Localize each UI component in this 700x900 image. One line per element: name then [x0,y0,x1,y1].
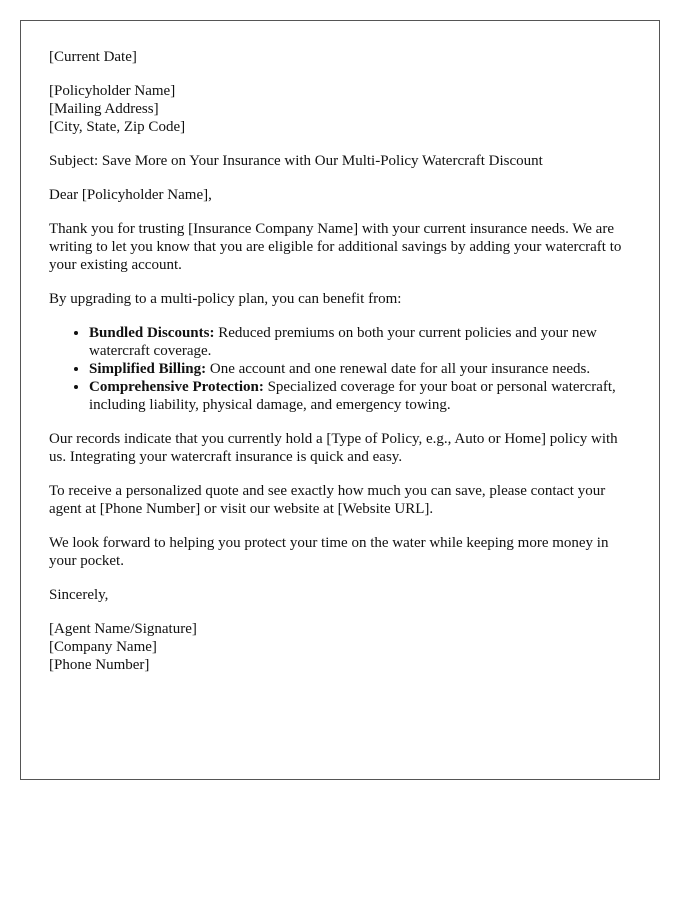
records-paragraph: Our records indicate that you currently hold a [Type of Policy, e.g., Auto or Home] policy with us. Integrating your watercraft insurance is quick and easy. [49,431,618,465]
benefit-title: Bundled Discounts: [89,325,215,341]
recipient-city-state-zip: [City, State, Zip Code] [49,119,186,135]
recipient-name: [Policyholder Name] [49,83,176,99]
letter-date: [Current Date] [49,49,137,65]
benefit-item [89,324,631,360]
letter-subject: Subject: Save More on Your Insurance with Our Multi-Policy Watercraft Discount [49,153,543,169]
recipient-address: [Mailing Address] [49,101,159,117]
signature-company: [Company Name] [49,639,157,655]
benefit-item [89,378,631,414]
signature-phone: [Phone Number] [49,657,150,673]
letter-page [20,20,660,780]
benefit-text: Specialized coverage for your boat or personal watercraft, including liability, physical damage, and emergency towing. [89,379,616,413]
letter-salutation: Dear [Policyholder Name], [49,187,212,203]
benefit-text: One account and one renewal date for all your insurance needs. [206,361,591,377]
benefit-text: Reduced premiums on both your current policies and your new watercraft coverage. [89,325,597,359]
benefits-list [49,324,631,414]
intro-paragraph: Thank you for trusting [Insurance Company Name] with your current insurance needs. We are writing to let you know that you are eligible for additional savings by adding your watercraft to your existing account. [49,221,622,273]
recipient-block [49,82,631,136]
signature-block [49,620,631,674]
benefit-title: Comprehensive Protection: [89,379,264,395]
letter-signoff: Sincerely, [49,587,109,603]
signature-agent: [Agent Name/Signature] [49,621,197,637]
benefits-intro: By upgrading to a multi-policy plan, you can benefit from: [49,291,402,307]
closing-paragraph: We look forward to helping you protect your time on the water while keeping more money in your pocket. [49,535,609,569]
benefit-item [89,360,631,378]
quote-paragraph: To receive a personalized quote and see exactly how much you can save, please contact your agent at [Phone Number] or visit our website at [Website URL]. [49,483,606,517]
benefit-title: Simplified Billing: [89,361,207,377]
